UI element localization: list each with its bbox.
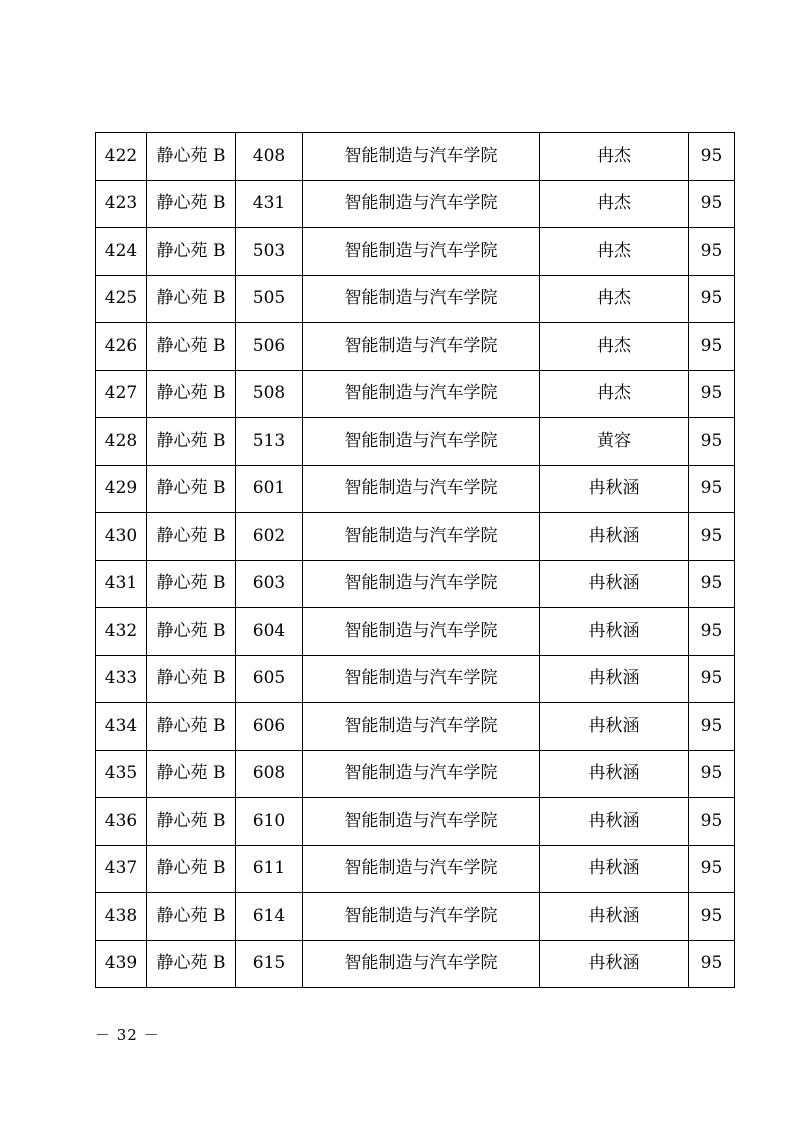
cell-person: 冉秋涵 (540, 655, 689, 703)
cell-building: 静心苑 B (147, 323, 236, 371)
cell-score: 95 (689, 370, 735, 418)
cell-person: 冉杰 (540, 180, 689, 228)
cell-room: 606 (236, 703, 303, 751)
cell-score: 95 (689, 655, 735, 703)
cell-room: 605 (236, 655, 303, 703)
cell-college: 智能制造与汽车学院 (303, 180, 540, 228)
table-row (96, 608, 735, 656)
cell-college: 智能制造与汽车学院 (303, 845, 540, 893)
cell-college: 智能制造与汽车学院 (303, 798, 540, 846)
cell-score: 95 (689, 418, 735, 466)
cell-room: 503 (236, 228, 303, 276)
cell-score: 95 (689, 608, 735, 656)
cell-college: 智能制造与汽车学院 (303, 465, 540, 513)
cell-building: 静心苑 B (147, 655, 236, 703)
cell-no: 427 (96, 370, 147, 418)
cell-building: 静心苑 B (147, 418, 236, 466)
table-row (96, 940, 735, 988)
cell-room: 608 (236, 750, 303, 798)
cell-college: 智能制造与汽车学院 (303, 940, 540, 988)
cell-person: 冉秋涵 (540, 845, 689, 893)
cell-no: 437 (96, 845, 147, 893)
cell-no: 431 (96, 560, 147, 608)
cell-score: 95 (689, 798, 735, 846)
cell-college: 智能制造与汽车学院 (303, 323, 540, 371)
table-row (96, 180, 735, 228)
cell-building: 静心苑 B (147, 750, 236, 798)
cell-building: 静心苑 B (147, 798, 236, 846)
table-row (96, 703, 735, 751)
cell-person: 冉秋涵 (540, 513, 689, 561)
cell-no: 423 (96, 180, 147, 228)
cell-no: 425 (96, 275, 147, 323)
cell-person: 冉杰 (540, 275, 689, 323)
cell-no: 439 (96, 940, 147, 988)
table-row (96, 798, 735, 846)
table-row (96, 323, 735, 371)
table-row (96, 513, 735, 561)
cell-person: 黄容 (540, 418, 689, 466)
cell-building: 静心苑 B (147, 703, 236, 751)
table-row (96, 845, 735, 893)
cell-person: 冉秋涵 (540, 798, 689, 846)
cell-person: 冉秋涵 (540, 893, 689, 941)
cell-no: 434 (96, 703, 147, 751)
cell-no: 422 (96, 133, 147, 181)
cell-room: 603 (236, 560, 303, 608)
cell-no: 438 (96, 893, 147, 941)
cell-score: 95 (689, 940, 735, 988)
cell-room: 508 (236, 370, 303, 418)
cell-college: 智能制造与汽车学院 (303, 513, 540, 561)
cell-college: 智能制造与汽车学院 (303, 133, 540, 181)
cell-score: 95 (689, 750, 735, 798)
cell-person: 冉秋涵 (540, 703, 689, 751)
cell-person: 冉杰 (540, 370, 689, 418)
cell-building: 静心苑 B (147, 228, 236, 276)
cell-score: 95 (689, 845, 735, 893)
table-row (96, 275, 735, 323)
cell-person: 冉杰 (540, 133, 689, 181)
cell-room: 604 (236, 608, 303, 656)
cell-room: 408 (236, 133, 303, 181)
cell-person: 冉秋涵 (540, 465, 689, 513)
cell-score: 95 (689, 180, 735, 228)
cell-no: 428 (96, 418, 147, 466)
cell-score: 95 (689, 228, 735, 276)
table-body (96, 133, 735, 988)
cell-room: 513 (236, 418, 303, 466)
page-number: － 32 － (95, 1026, 160, 1044)
cell-no: 435 (96, 750, 147, 798)
cell-person: 冉秋涵 (540, 750, 689, 798)
cell-building: 静心苑 B (147, 845, 236, 893)
table-row (96, 418, 735, 466)
table-row (96, 228, 735, 276)
cell-college: 智能制造与汽车学院 (303, 893, 540, 941)
cell-building: 静心苑 B (147, 513, 236, 561)
cell-room: 431 (236, 180, 303, 228)
cell-person: 冉秋涵 (540, 560, 689, 608)
cell-college: 智能制造与汽车学院 (303, 560, 540, 608)
cell-score: 95 (689, 560, 735, 608)
cell-score: 95 (689, 275, 735, 323)
cell-room: 610 (236, 798, 303, 846)
cell-college: 智能制造与汽车学院 (303, 608, 540, 656)
cell-no: 436 (96, 798, 147, 846)
cell-college: 智能制造与汽车学院 (303, 750, 540, 798)
cell-no: 429 (96, 465, 147, 513)
cell-college: 智能制造与汽车学院 (303, 275, 540, 323)
cell-college: 智能制造与汽车学院 (303, 370, 540, 418)
cell-no: 430 (96, 513, 147, 561)
cell-room: 602 (236, 513, 303, 561)
cell-no: 432 (96, 608, 147, 656)
cell-building: 静心苑 B (147, 180, 236, 228)
table-row (96, 465, 735, 513)
cell-building: 静心苑 B (147, 608, 236, 656)
cell-no: 426 (96, 323, 147, 371)
cell-room: 506 (236, 323, 303, 371)
cell-score: 95 (689, 703, 735, 751)
cell-college: 智能制造与汽车学院 (303, 655, 540, 703)
cell-building: 静心苑 B (147, 275, 236, 323)
cell-no: 433 (96, 655, 147, 703)
cell-person: 冉秋涵 (540, 608, 689, 656)
cell-building: 静心苑 B (147, 370, 236, 418)
cell-room: 505 (236, 275, 303, 323)
cell-score: 95 (689, 893, 735, 941)
dormitory-score-table (95, 132, 735, 988)
cell-college: 智能制造与汽车学院 (303, 228, 540, 276)
cell-building: 静心苑 B (147, 133, 236, 181)
cell-room: 615 (236, 940, 303, 988)
cell-score: 95 (689, 323, 735, 371)
cell-score: 95 (689, 133, 735, 181)
table-row (96, 750, 735, 798)
cell-score: 95 (689, 465, 735, 513)
cell-no: 424 (96, 228, 147, 276)
cell-room: 614 (236, 893, 303, 941)
cell-room: 611 (236, 845, 303, 893)
table-row (96, 893, 735, 941)
cell-college: 智能制造与汽车学院 (303, 418, 540, 466)
cell-building: 静心苑 B (147, 465, 236, 513)
cell-building: 静心苑 B (147, 893, 236, 941)
table-row (96, 560, 735, 608)
cell-room: 601 (236, 465, 303, 513)
cell-person: 冉杰 (540, 228, 689, 276)
table-row (96, 370, 735, 418)
cell-building: 静心苑 B (147, 940, 236, 988)
cell-person: 冉杰 (540, 323, 689, 371)
cell-college: 智能制造与汽车学院 (303, 703, 540, 751)
table-row (96, 655, 735, 703)
cell-person: 冉秋涵 (540, 940, 689, 988)
table-row (96, 133, 735, 181)
cell-score: 95 (689, 513, 735, 561)
cell-building: 静心苑 B (147, 560, 236, 608)
